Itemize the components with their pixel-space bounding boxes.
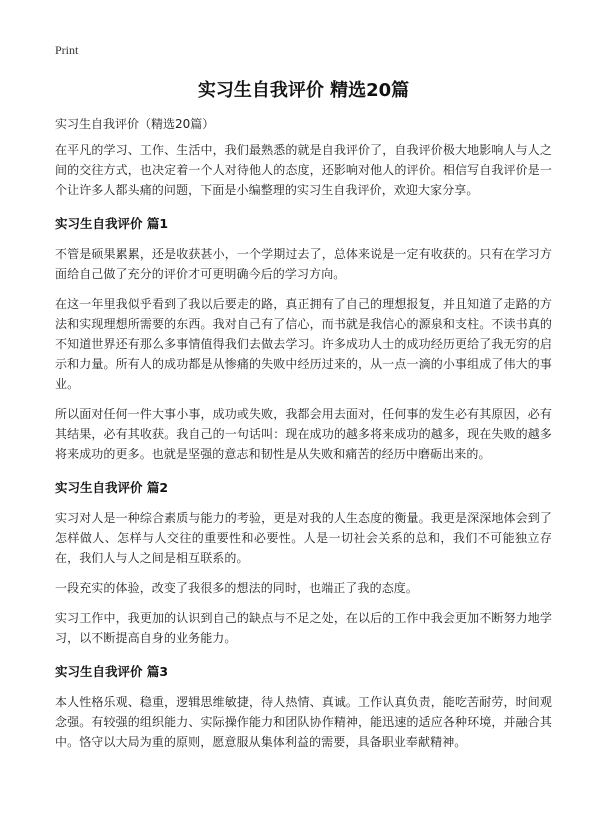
section-2-paragraph-2: 一段充实的体验，改变了我很多的想法的同时，也端正了我的态度。 <box>55 581 419 595</box>
section-3-paragraph-1: 本人性格乐观、稳重，逻辑思维敏捷，待人热情、真诚。工作认真负责，能吃苦耐劳，时间观念强。有较强的组织能力、实际操作能力和团队协作精神，能迅速的适应各种环境，并融合其中。恪守以大局为重的原则，愿意服从集体利益的需要，具备职业奉献精神。 <box>55 695 552 749</box>
intro-paragraph: 在平凡的学习、工作、生活中，我们最熟悉的就是自我评价了，自我评价极大地影响人与人之间的交往方式，也决定着一个人对待他人的态度，还影响对他人的评价。相信写自我评价是一个让许多人都头痛的问题，下面是小编整理的实习生自我评价，欢迎大家分享。 <box>55 143 552 197</box>
section-heading-2: 实习生自我评价 篇2 <box>55 480 169 495</box>
section-1-paragraph-3: 所以面对任何一件大事小事，成功或失败，我都会用去面对，任何事的发生必有其原因，必有其结果，必有其收获。我自己的一句话叫：现在成功的越多将来成功的越多，现在失败的越多将来成功的更多。也就是坚强的意志和韧性是从失败和痛苦的经历中磨砺出来的。 <box>55 407 552 461</box>
page-title: 实习生自我评价 精选20篇 <box>197 80 410 101</box>
section-1-paragraph-2: 在这一年里我似乎看到了我以后要走的路，真正拥有了自己的理想报复，并且知道了走路的方法和实现理想所需要的东西。我对自己有了信心，而书就是我信心的源泉和支柱。不读书真的不知道世界还有那么多事情值得我们去做去学习。许多成功人士的成功经历更给了我无穷的启示和力量。所有人的成功都是从惨痛的失败中经历过来的，从一点一滴的小事组成了伟大的事业。 <box>55 297 552 391</box>
document-subtitle: 实习生自我评价（精选20篇） <box>55 117 215 131</box>
section-heading-1: 实习生自我评价 篇1 <box>55 216 169 231</box>
section-heading-3: 实习生自我评价 篇3 <box>55 664 169 679</box>
section-2-paragraph-1: 实习对人是一种综合素质与能力的考验，更是对我的人生态度的衡量。我更是深深地体会到了怎样做人、怎样与人交往的重要性和必要性。人是一切社会关系的总和，我们不可能独立存在，我们人与人之间是相互联系的。 <box>55 511 552 565</box>
section-1-paragraph-1: 不管是硕果累累，还是收获甚小，一个学期过去了，总体来说是一定有收获的。只有在学习方面给自己做了充分的评价才可更明确今后的学习方向。 <box>55 247 552 281</box>
section-2-paragraph-3: 实习工作中，我更加的认识到自己的缺点与不足之处，在以后的工作中我会更加不断努力地学习，以不断提高自身的业务能力。 <box>55 611 552 645</box>
print-link[interactable]: Print <box>55 43 79 57</box>
